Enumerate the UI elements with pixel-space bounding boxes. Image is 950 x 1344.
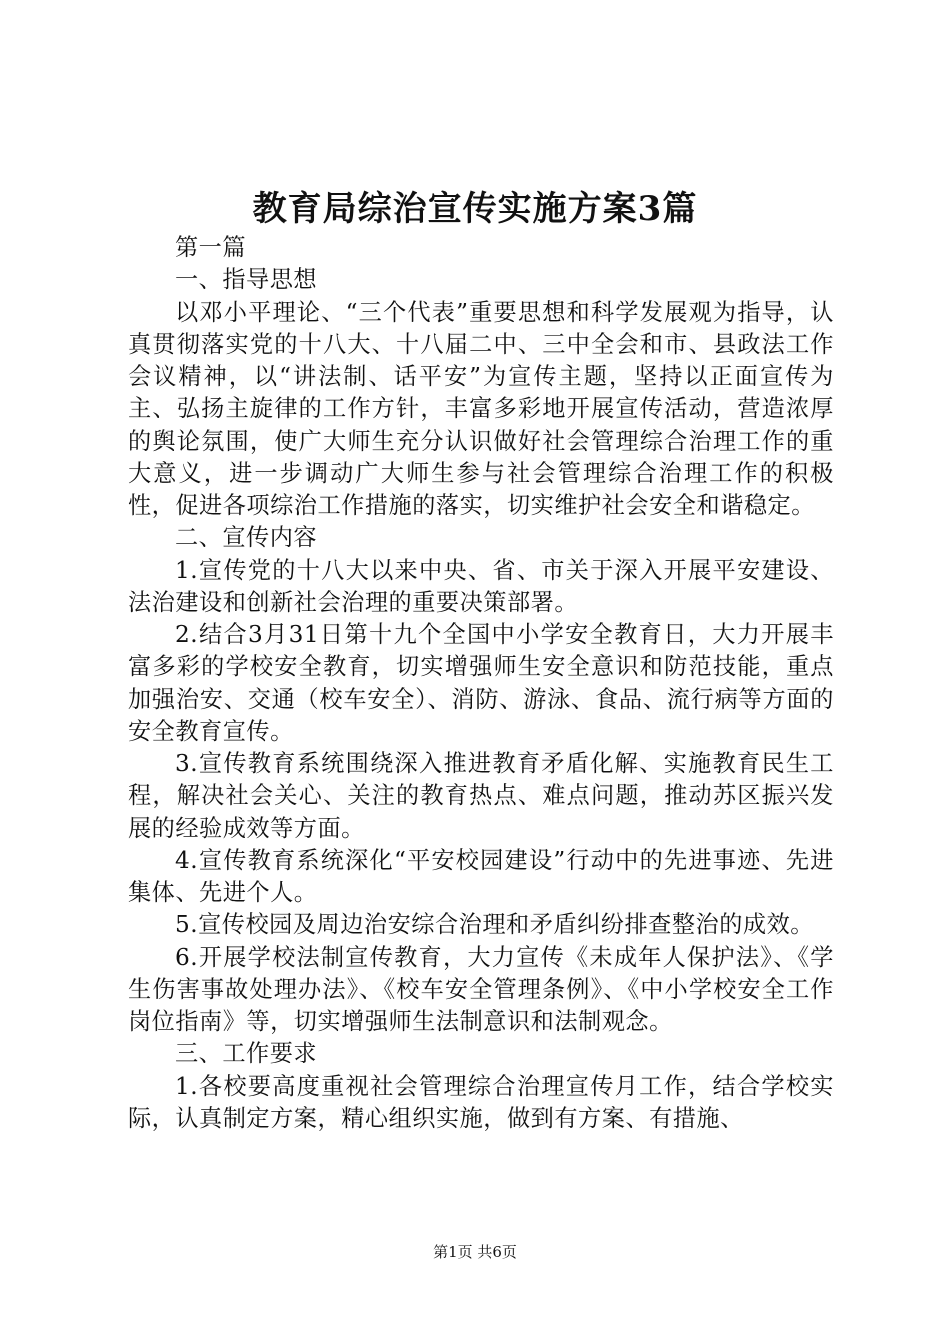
section-heading-requirements: 三、工作要求: [175, 1040, 318, 1068]
list-item-content-2: 2.结合3月31日第十九个全国中小学安全教育日，大力开展丰富多彩的学校安全教育，切实增强师生安全意识和防范技能，重点加强治安、交通（校车安全）、消防、游泳、食品、流行病等方面的安全教育宣传。: [128, 621, 834, 745]
list-item-requirement-1: 1.各校要高度重视社会管理综合治理宣传月工作，结合学校实际，认真制定方案，精心组织实施，做到有方案、有措施、: [128, 1072, 834, 1132]
list-item-content-4: 4.宣传教育系统深化“平安校园建设”行动中的先进事迹、先进集体、先进个人。: [128, 846, 834, 906]
list-item-content-6: 6.开展学校法制宣传教育，大力宣传《未成年人保护法》、《学生伤害事故处理办法》、《校车安全管理条例》、《中小学校安全工作岗位指南》等，切实增强师生法制意识和法制观念。: [128, 943, 834, 1035]
section-heading-part-one: 第一篇: [175, 234, 247, 261]
page-footer: 第1页 共6页: [433, 1243, 517, 1261]
document-title: 教育局综治宣传实施方案3篇: [252, 189, 698, 229]
list-item-content-1: 1.宣传党的十八大以来中央、省、市关于深入开展平安建设、法治建设和创新社会治理的重要决策部署。: [128, 556, 834, 616]
paragraph-guiding-thought: 以邓小平理论、“三个代表”重要思想和科学发展观为指导，认真贯彻落实党的十八大、十八届二中、三中全会和市、县政法工作会议精神，以“讲法制、话平安”为宣传主题，坚持以正面宣传为主、弘扬主旋律的工作方针，丰富多彩地开展宣传活动，营造浓厚的舆论氛围，使广大师生充分认识做好社会管理综合治理工作的重大意义，进一步调动广大师生参与社会管理综合治理工作的积极性，促进各项综治工作措施的落实，切实维护社会安全和谐稳定。: [128, 298, 834, 519]
section-heading-content: 二、宣传内容: [175, 524, 318, 552]
list-item-content-5: 5.宣传校园及周边治安综合治理和矛盾纠纷排查整治的成效。: [175, 911, 814, 939]
list-item-content-3: 3.宣传教育系统围绕深入推进教育矛盾化解、实施教育民生工程，解决社会关心、关注的教育热点、难点问题，推动苏区振兴发展的经验成效等方面。: [128, 750, 834, 842]
document-body: [128, 232, 834, 1135]
section-heading-guiding-thought: 一、指导思想: [175, 266, 318, 294]
